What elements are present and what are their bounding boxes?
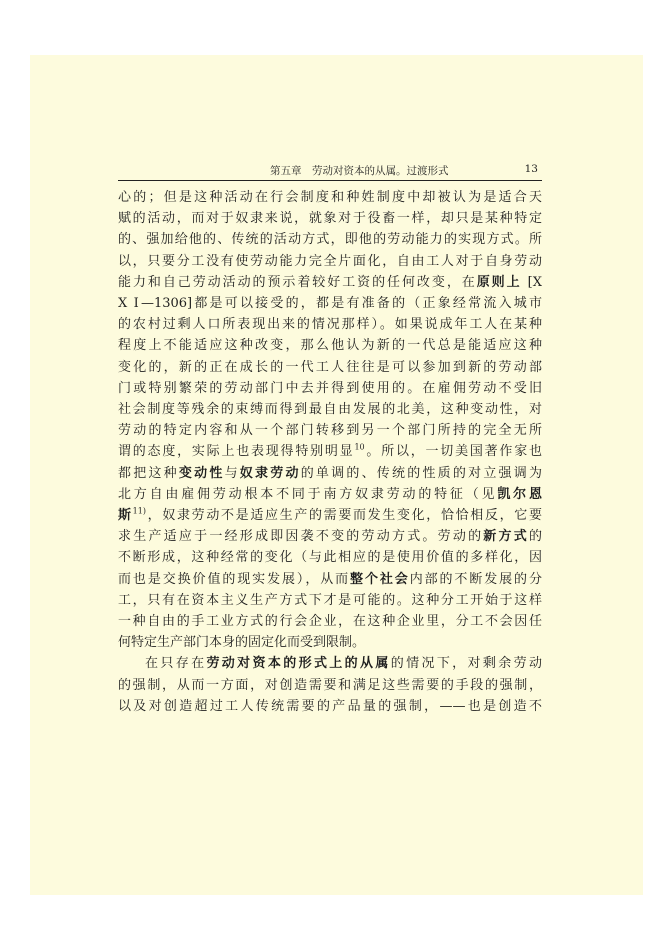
text-segment: 能力和自己劳动活动的预示着较好工资的任何改变，在: [118, 274, 477, 290]
text-segment: 。所以，一切美国著作家也: [364, 444, 542, 460]
text-line: [118, 527, 542, 547]
text-line: [118, 421, 542, 441]
text-segment: 的: [528, 529, 542, 545]
text-line: [118, 633, 542, 653]
emphasis-text: 劳动对资本的形式上的从属: [206, 656, 391, 672]
text-segment: 心的；但是这种活动在行会制度和种姓制度中却被认为是适合天: [118, 190, 542, 205]
text-line: [118, 294, 542, 314]
text-line: [118, 379, 542, 399]
text-segment: 都把这种: [118, 465, 179, 481]
text-segment: X Ⅰ—1306]都是可以接受的，都是有准备的（正象经常流入城市: [118, 296, 542, 311]
text-line: [118, 209, 542, 229]
text-line: [118, 548, 542, 568]
text-segment: 在只存在: [145, 656, 207, 672]
text-segment: 工，只有在资本主义生产方式下才是可能的。这种分工开始于这样: [118, 592, 542, 608]
text-line: [118, 188, 542, 208]
text-segment: 以，只要分工没有使劳动能力完全片面化，自由工人对于自身劳动: [118, 253, 542, 269]
text-line: [118, 442, 542, 462]
text-segment: 社会制度等残余的束缚而得到最自由发展的北美，这种变动性，对: [118, 402, 542, 417]
text-line: [118, 273, 542, 293]
text-segment: 谓的态度，实际上也表现得特别明显: [118, 444, 355, 460]
text-line: [118, 464, 542, 484]
text-segment: ，奴隶劳动不是适应生产的需要而发生变化，恰恰相反，它要: [145, 508, 542, 523]
text-segment: 的单调的、传统的性质的对立强调为: [300, 465, 542, 481]
text-segment: 程度上不能适应这种改变，那么他认为新的一代总是能适应这种: [118, 338, 542, 354]
text-segment: 劳动的特定内容和从一个部门转移到另一个部门所持的完全无所: [118, 423, 542, 439]
text-segment: 赋的活动，而对于奴隶来说，就象对于役畜一样，却只是某种特定: [118, 211, 542, 227]
text-segment: 变化的，新的正在成长的一代工人往往是可以参加到新的劳动部: [118, 359, 542, 375]
emphasis-text: 原则上: [476, 274, 522, 290]
text-line: [118, 697, 542, 717]
text-line: [118, 336, 542, 356]
emphasis-text: 斯: [118, 508, 133, 523]
running-header: [118, 162, 542, 181]
text-segment: 的、强加给他的、传统的活动方式，即他的劳动能力的实现方式。所: [118, 232, 542, 248]
emphasis-text: 奴隶劳动: [239, 465, 301, 481]
footnote-marker: 11): [132, 506, 146, 516]
text-segment: 门或特别繁荣的劳动部门中去并得到使用的。在雇佣劳动不受旧: [118, 380, 542, 396]
text-line: [118, 252, 542, 272]
text-segment: 内部的不断发展的分: [409, 571, 542, 587]
emphasis-text: 变动性: [178, 465, 225, 481]
text-line: [118, 358, 542, 378]
text-line: [118, 230, 542, 250]
text-segment: 与: [224, 465, 240, 481]
emphasis-text: 新方式: [483, 529, 529, 545]
text-segment: 一种自由的手工业方式的行会企业，在这种企业里，分工不会因任: [118, 614, 542, 629]
text-segment: 何特定生产部门本身的固定化而受到限制。: [118, 635, 366, 651]
text-segment: 求生产适应于一经形成即因袭不变的劳动方式。劳动的: [118, 529, 484, 545]
emphasis-text: 整个社会: [350, 571, 410, 587]
text-line: [118, 400, 542, 420]
footnote-marker: 10: [354, 443, 365, 453]
text-line: [118, 570, 542, 590]
text-line: [118, 485, 542, 505]
chapter-title: 第五章 劳动对资本的从属。过渡形式: [270, 165, 449, 177]
text-line: [118, 591, 542, 611]
text-line: [118, 506, 542, 526]
emphasis-text: 凯尔恩: [497, 486, 542, 502]
page-number: 13: [524, 163, 538, 175]
text-segment: [X: [521, 274, 542, 290]
text-segment: 不断形成，这种经常的变化（与此相应的是使用价值的多样化，因: [118, 550, 542, 566]
text-segment: 以及对创造超过工人传统需要的产品量的强制，——也是创造不: [118, 698, 542, 714]
text-segment: 北方自由雇佣劳动根本不同于南方奴隶劳动的特征（见: [118, 486, 498, 502]
text-segment: 而也是交换价值的现实发展），从而: [118, 571, 351, 587]
text-segment: 的情况下，对剩余劳动: [390, 656, 542, 672]
text-line: [118, 676, 542, 696]
text-line: [118, 654, 542, 674]
text-segment: 的农村过剩人口所表现出来的情况那样）。如果说成年工人在某种: [118, 317, 542, 333]
text-segment: 的强制，从而一方面，对创造需要和满足这些需要的手段的强制，: [118, 677, 542, 693]
text-line: [118, 612, 542, 632]
text-line: [118, 315, 542, 335]
